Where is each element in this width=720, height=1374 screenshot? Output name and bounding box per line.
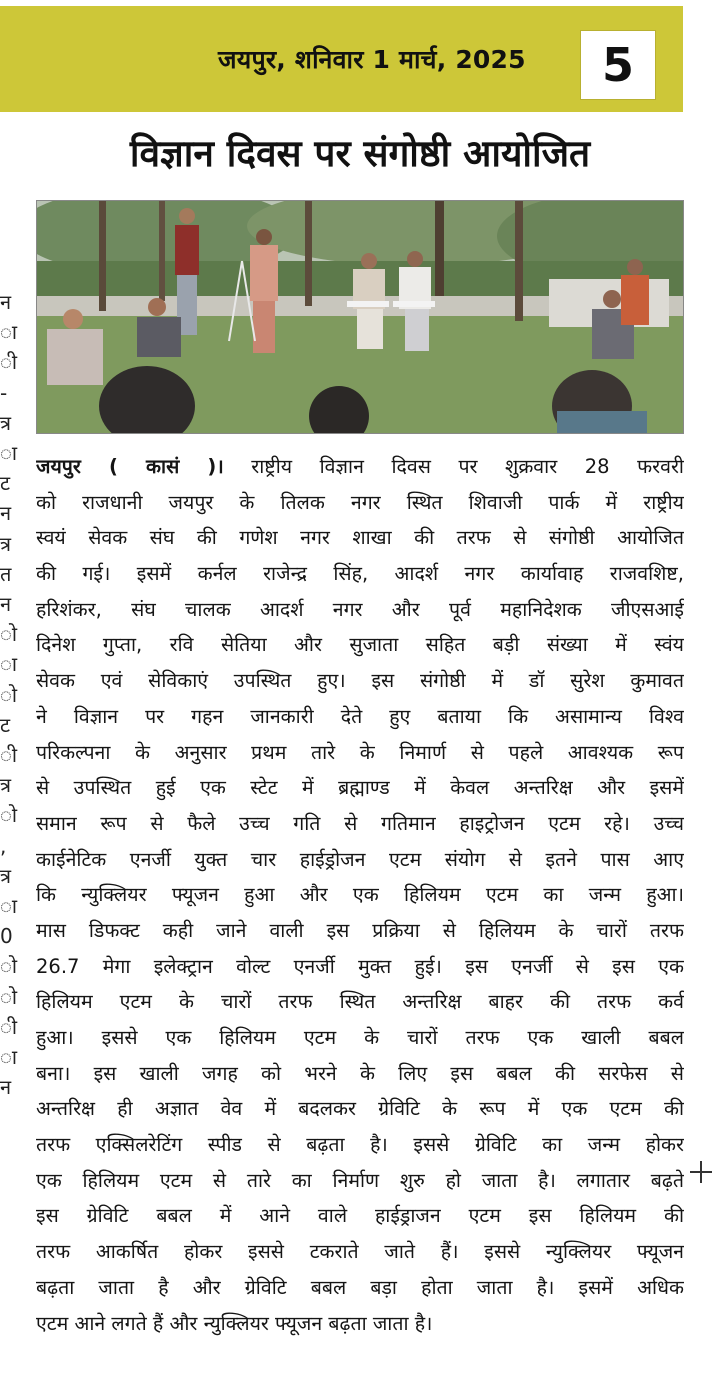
column-fragment: ी	[0, 350, 18, 375]
column-fragment: त	[0, 561, 12, 586]
article-line: अन्तरिक्ष ही अज्ञात वेव में बदलकर ग्रेविटि के रूप में एक एटम की	[36, 1097, 684, 1121]
article-line: को राजधानी जयपुर के तिलक नगर स्थित शिवाजी पार्क में राष्ट्रीय	[36, 490, 684, 514]
column-fragment: ो	[0, 954, 18, 979]
column-fragment: ट	[0, 471, 11, 496]
column-fragment: -	[0, 380, 8, 405]
column-fragment: न	[0, 501, 12, 526]
article-body	[36, 449, 684, 1341]
page-number: 5	[601, 38, 634, 92]
article-line: स्वयं सेवक संघ की गणेश नगर शाखा की तरफ से संगोष्ठी आयोजित	[36, 526, 684, 550]
column-fragment: ो	[0, 682, 18, 707]
column-fragment: 0	[0, 924, 13, 949]
registration-mark-icon	[690, 1161, 712, 1183]
article-line: दिनेश गुप्ता, रवि सेतिया और सुजाता सहित बड़ी संख्या में स्वंय	[36, 633, 684, 657]
page-number-box	[580, 30, 656, 100]
article-line: हुआ। इससे एक हिलियम एटम के चारों तरफ एक खाली बबल	[36, 1026, 684, 1049]
article-line: बढ़ता जाता है और ग्रेविटि बबल बड़ा होता जाता है। इसमें अधिक	[36, 1275, 684, 1299]
article-headline: विज्ञान दिवस पर संगोष्ठी आयोजित	[129, 132, 591, 175]
article-line: तरफ एक्सिलरेटिंग स्पीड से बढ़ता है। इससे ग्रेविटि का जन्म होकर	[36, 1133, 684, 1157]
article-line: तरफ आकर्षित होकर इससे टकराते जाते हैं। इससे न्युक्लियर फ्यूजन	[36, 1240, 684, 1264]
article-line: काईनेटिक एनर्जी युक्त चार हाईड्रोजन एटम संयोग से इतने पास आए	[36, 847, 684, 871]
article-line: कि न्युक्लियर फ्यूजन हुआ और एक हिलियम एटम का जन्म हुआ।	[36, 883, 684, 907]
article-line	[36, 449, 684, 485]
article-line-text: राष्ट्रीय विज्ञान दिवस पर शुक्रवार 28 फरवरी	[223, 455, 684, 478]
column-fragment: त्र	[0, 410, 12, 435]
column-fragment: ा	[0, 441, 18, 465]
column-fragment: ा	[0, 894, 18, 918]
column-fragment: त्र	[0, 863, 12, 888]
article-line: हरिशंकर, संघ चालक आदर्श नगर और पूर्व महानिदेशक जीएसआई	[36, 597, 684, 621]
column-fragment: त्र	[0, 531, 12, 556]
article-line: समान रूप से फैले उच्च गति से गतिमान हाइट्रोजन एटम रहे। उच्च	[36, 811, 684, 835]
article-line: बना। इस खाली जगह को भरने के लिए इस बबल की सरफेस से	[36, 1061, 684, 1085]
column-fragment: ट	[0, 712, 11, 737]
column-fragment: ी	[0, 1014, 18, 1039]
column-fragment: ी	[0, 743, 18, 767]
article-line: हिलियम एटम के चारों तरफ स्थित अन्तरिक्ष बाहर की तरफ कर्व	[36, 990, 684, 1014]
article-line: सेवक एवं सेविकाएं उपस्थित हुए। इस संगोष्ठी में डॉ सुरेश कुमावत	[36, 669, 684, 693]
article-line: एटम आने लगते हैं और न्युक्लियर फ्यूजन बढ़ता जाता है।	[36, 1311, 433, 1335]
column-fragment: न	[0, 290, 12, 314]
column-fragment: ,	[0, 833, 7, 858]
column-fragment: ो	[0, 622, 18, 647]
article-line: ने विज्ञान पर गहन जानकारी देते हुए बताया कि असामान्य विश्व	[36, 704, 684, 728]
column-fragment: ो	[0, 984, 18, 1009]
article-line: से उपस्थित हुई एक स्टेट में ब्रह्माण्ड में केवल अन्तरिक्ष और इसमें	[36, 776, 684, 800]
article-line: मास डिफक्ट कही जाने वाली इस प्रक्रिया से हिलियम के चारों तरफ	[36, 918, 684, 942]
article-line: परिकल्पना के अनुसार प्रथम तारे के निमार्ण से पहले आवश्यक रूप	[36, 740, 684, 764]
article-line: इस ग्रेविटि बबल में आने वाले हाईड्राजन एटम इस हिलियम की	[36, 1204, 684, 1228]
masthead-bar	[0, 6, 683, 112]
column-fragment: न	[0, 592, 12, 616]
article-line: एक हिलियम एटम से तारे का निर्माण शुरु हो जाता है। लगातार बढ़ते	[36, 1168, 684, 1192]
column-fragment: ा	[0, 652, 18, 677]
article-photo	[36, 200, 684, 434]
article-line: 26.7 मेगा इलेक्ट्रान वोल्ट एनर्जी मुक्त हुई। इस एनर्जी से इस एक	[36, 954, 684, 978]
photo-illustration	[37, 201, 683, 433]
column-fragment: ा	[0, 320, 18, 345]
column-fragment: ो	[0, 803, 18, 828]
article-dateline: जयपुर ( कासं )।	[36, 455, 224, 478]
column-fragment: त्र	[0, 773, 12, 798]
article-line: की गई। इसमें कर्नल राजेन्द्र सिंह, आदर्श नगर कार्यावाह राजवशिष्ट,	[36, 562, 684, 586]
masthead-dateline: जयपुर, शनिवार 1 मार्च, 2025	[218, 45, 526, 74]
column-fragment: ा	[0, 1045, 18, 1069]
column-fragment: न	[0, 1075, 12, 1100]
